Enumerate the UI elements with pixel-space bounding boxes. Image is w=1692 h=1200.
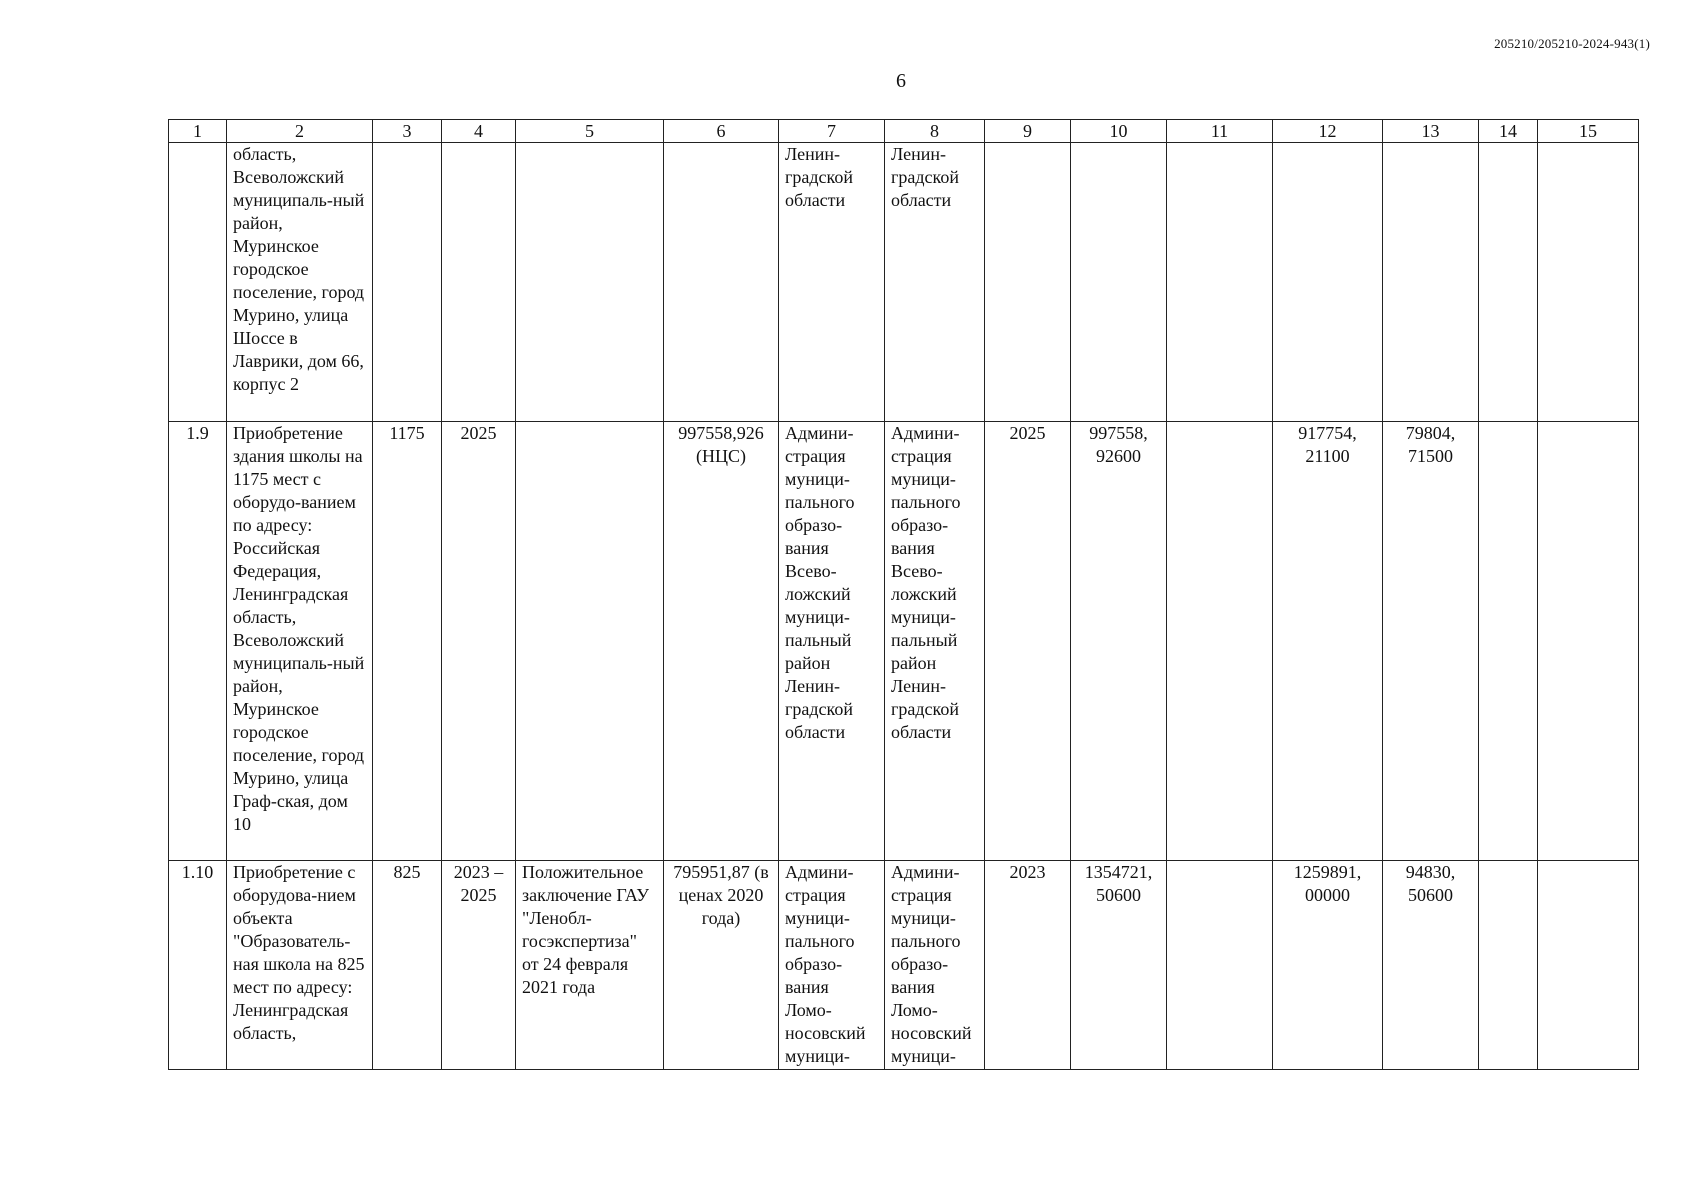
col-header-15: 15 xyxy=(1538,120,1639,143)
cell-estimated-cost: 997558,926 (НЦС) xyxy=(664,422,779,861)
cell-authority: Админи-страция муници-пального образо-вания Ломо-носовский муници- xyxy=(779,861,885,1070)
cell-year: 2025 xyxy=(985,422,1071,861)
cell-col11 xyxy=(1167,861,1273,1070)
cell-year: 2023 xyxy=(985,861,1071,1070)
cell-col14 xyxy=(1479,422,1538,861)
page-number: 6 xyxy=(896,70,906,92)
cell-name-address: Приобретение здания школы на 1175 мест с оборудо-ванием по адресу: Российская Федерация, Ленинградская область, Всеволожский муниципаль-ный район, Муринское городское поселение, город Мурино, улица Граф-ская, дом 10 xyxy=(227,422,373,861)
cell-expertise xyxy=(516,422,664,861)
cell-name-address: область, Всеволожский муниципаль-ный район, Муринское городское поселение, город Мурино, улица Шоссе в Лаврики, дом 66, корпус 2 xyxy=(227,143,373,422)
cell-col12: 917754, 21100 xyxy=(1273,422,1383,861)
cell-number: 1.10 xyxy=(169,861,227,1070)
cell-number: 1.9 xyxy=(169,422,227,861)
cell-years: 2023 – 2025 xyxy=(442,861,516,1070)
cell-customer: Админи-страция муници-пального образо-вания Всево-ложский муници-пальный район Ленин-градской области xyxy=(885,422,985,861)
col-header-7: 7 xyxy=(779,120,885,143)
col-header-13: 13 xyxy=(1383,120,1479,143)
cell-expertise xyxy=(516,143,664,422)
col-header-2: 2 xyxy=(227,120,373,143)
cell-col11 xyxy=(1167,422,1273,861)
cell-col15 xyxy=(1538,422,1639,861)
col-header-11: 11 xyxy=(1167,120,1273,143)
cell-total: 1354721, 50600 xyxy=(1071,861,1167,1070)
table-row-1-9 xyxy=(169,422,1639,861)
cell-col14 xyxy=(1479,143,1538,422)
col-header-14: 14 xyxy=(1479,120,1538,143)
data-table xyxy=(168,119,1639,1070)
header-row xyxy=(169,120,1639,143)
cell-col13: 79804, 71500 xyxy=(1383,422,1479,861)
cell-capacity: 1175 xyxy=(373,422,442,861)
cell-col13 xyxy=(1383,143,1479,422)
col-header-8: 8 xyxy=(885,120,985,143)
cell-name-address: Приобретение с оборудова-нием объекта "Образователь-ная школа на 825 мест по адресу: Ленинградская область, xyxy=(227,861,373,1070)
cell-col14 xyxy=(1479,861,1538,1070)
cell-capacity: 825 xyxy=(373,861,442,1070)
cell-col15 xyxy=(1538,143,1639,422)
col-header-3: 3 xyxy=(373,120,442,143)
table-row-1-10 xyxy=(169,861,1639,1070)
cell-col12: 1259891, 00000 xyxy=(1273,861,1383,1070)
col-header-6: 6 xyxy=(664,120,779,143)
cell-col13: 94830, 50600 xyxy=(1383,861,1479,1070)
table-row-continuation xyxy=(169,143,1639,422)
cell-col15 xyxy=(1538,861,1639,1070)
cell-col11 xyxy=(1167,143,1273,422)
cell-capacity xyxy=(373,143,442,422)
cell-authority: Админи-страция муници-пального образо-вания Всево-ложский муници-пальный район Ленин-градской области xyxy=(779,422,885,861)
cell-years: 2025 xyxy=(442,422,516,861)
col-header-12: 12 xyxy=(1273,120,1383,143)
cell-years xyxy=(442,143,516,422)
cell-estimated-cost: 795951,87 (в ценах 2020 года) xyxy=(664,861,779,1070)
cell-estimated-cost xyxy=(664,143,779,422)
cell-customer: Ленин-градской области xyxy=(885,143,985,422)
col-header-5: 5 xyxy=(516,120,664,143)
col-header-9: 9 xyxy=(985,120,1071,143)
cell-total xyxy=(1071,143,1167,422)
cell-expertise: Положительное заключение ГАУ "Ленобл-госэкспертиза" от 24 февраля 2021 года xyxy=(516,861,664,1070)
cell-authority: Ленин-градской области xyxy=(779,143,885,422)
cell-col12 xyxy=(1273,143,1383,422)
cell-number xyxy=(169,143,227,422)
col-header-10: 10 xyxy=(1071,120,1167,143)
cell-customer: Админи-страция муници-пального образо-вания Ломо-носовский муници- xyxy=(885,861,985,1070)
cell-total: 997558, 92600 xyxy=(1071,422,1167,861)
col-header-1: 1 xyxy=(169,120,227,143)
cell-year xyxy=(985,143,1071,422)
col-header-4: 4 xyxy=(442,120,516,143)
document-number: 205210/205210-2024-943(1) xyxy=(1494,36,1650,51)
